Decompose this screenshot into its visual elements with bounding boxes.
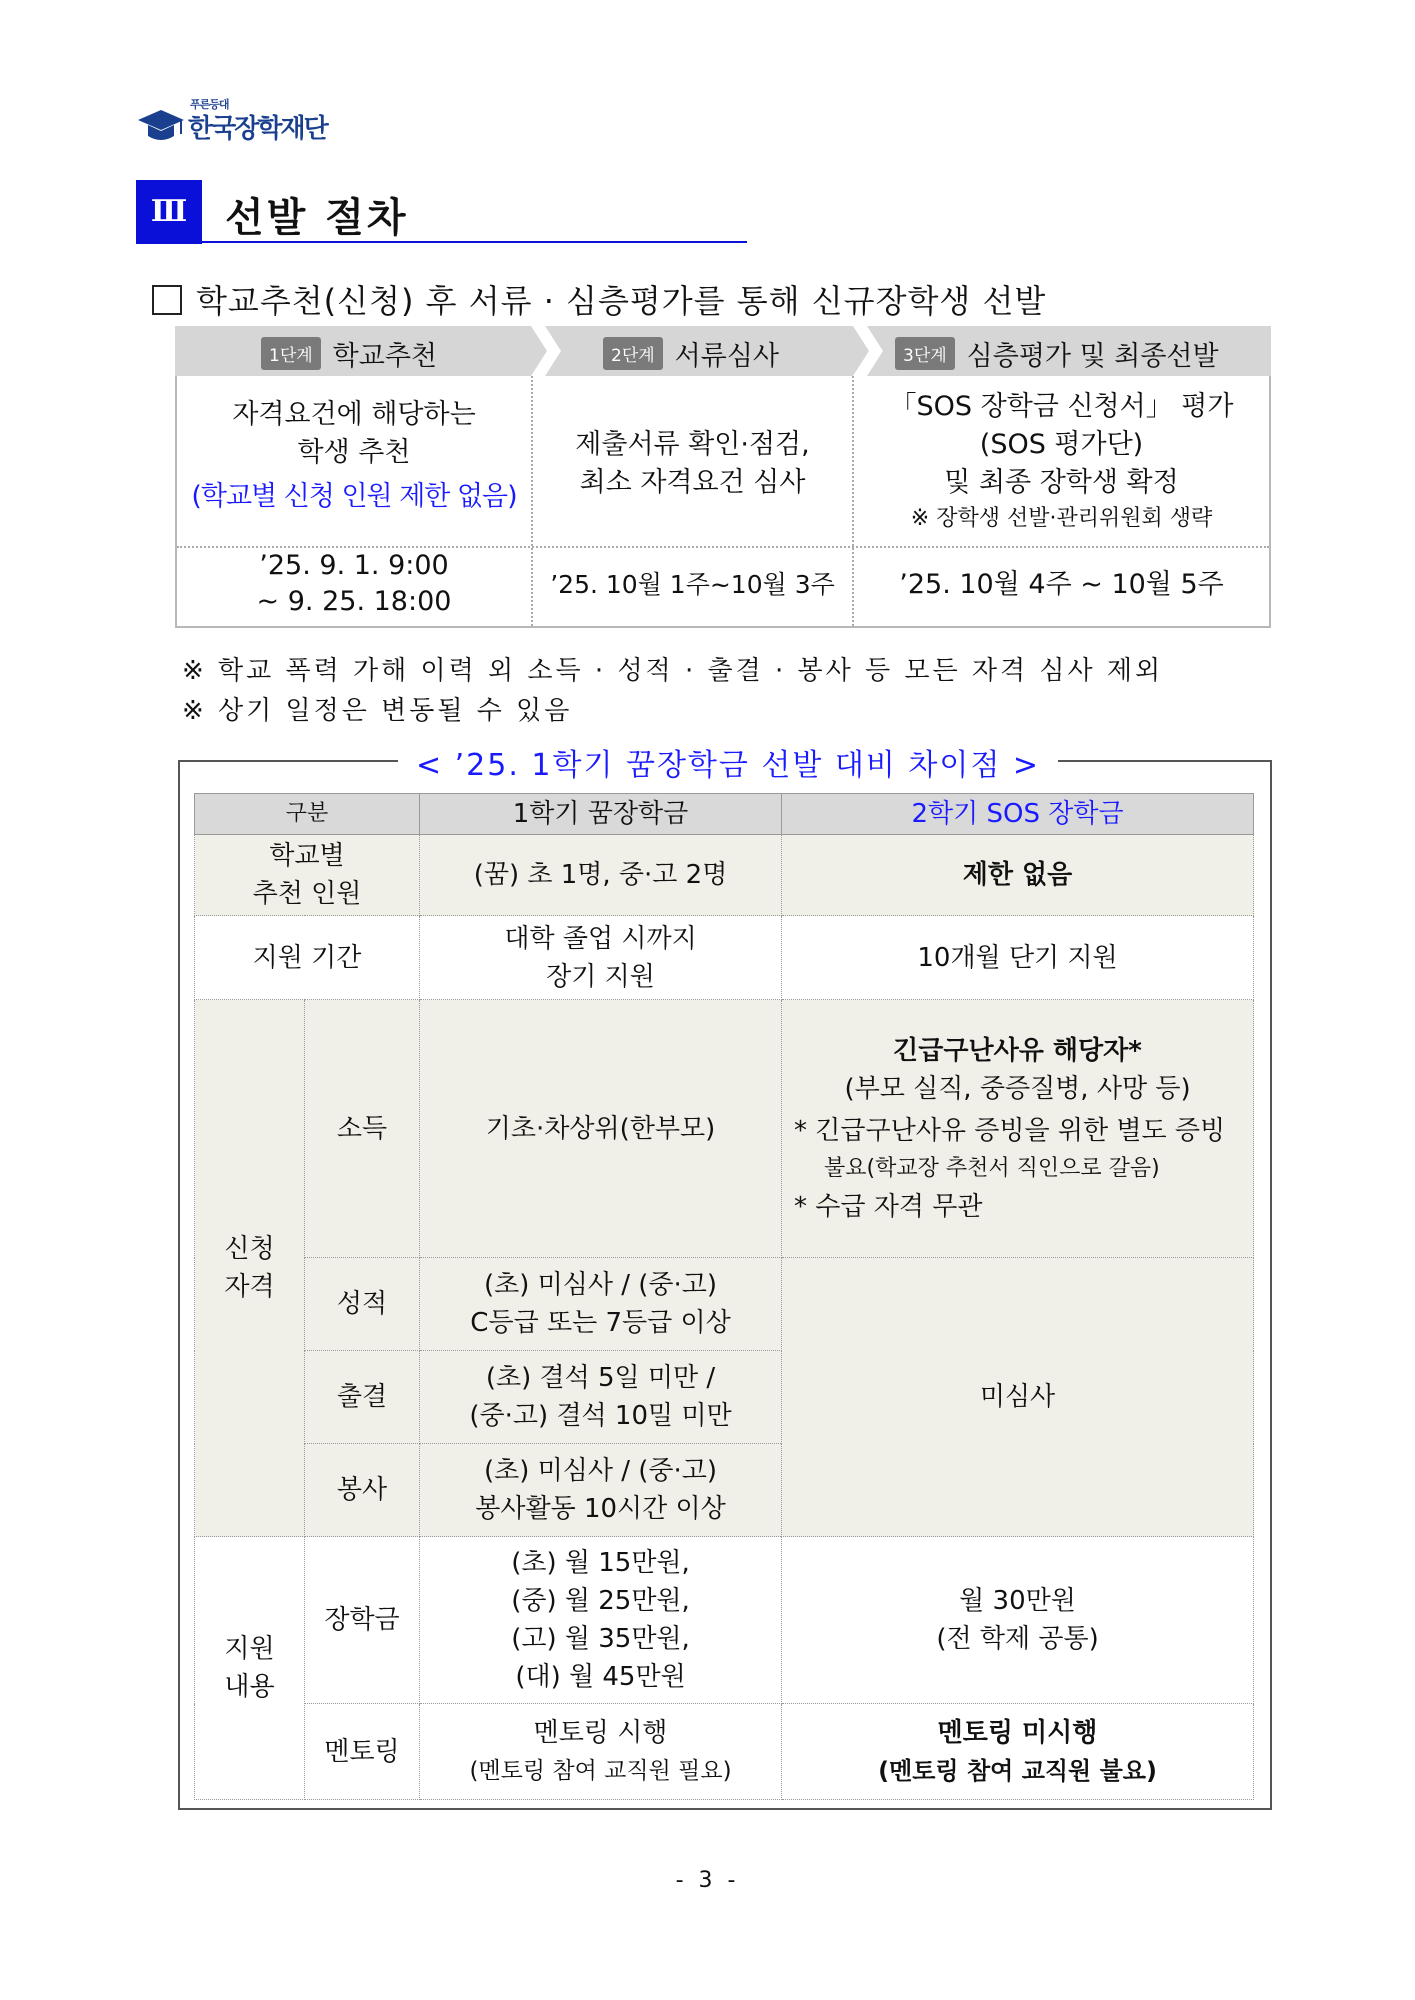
cell-recommend-col1: (꿈) 초 1명, 중·고 2명 <box>420 835 782 916</box>
step-2-period: ’25. 10월 1주~10월 3주 <box>550 570 835 599</box>
cell-line: * 수급 자격 무관 <box>794 1191 983 1222</box>
cell-line: 대학 졸업 시까지 <box>504 923 697 954</box>
cell-line: 멘토링 미시행 <box>937 1717 1098 1748</box>
step-2-desc-line: 제출서류 확인·점검, <box>575 429 810 460</box>
cell-volunteer-col1 <box>420 1444 782 1537</box>
cell-line: (멘토링 참여 교직원 불요) <box>878 1756 1157 1785</box>
cell-line: (전 학제 공통) <box>936 1624 1099 1654</box>
step-1-title: 학교추천 <box>332 341 437 372</box>
label-line: 학교별 <box>269 841 345 871</box>
step-3-desc-line: (SOS 평가단) <box>979 429 1144 460</box>
cell-recommend-col2: 제한 없음 <box>782 835 1254 916</box>
row-label-period: 지원 기간 <box>195 916 420 1000</box>
cell-line: 월 30만원 <box>959 1586 1076 1616</box>
cell-line: 장기 지원 <box>546 961 655 992</box>
cell-line: (고) 월 35만원, <box>511 1624 690 1654</box>
step-1-tag: 1단계 <box>261 337 321 370</box>
step-2-label <box>603 334 779 373</box>
step-1-description <box>177 396 531 516</box>
step-3-label <box>895 334 1219 373</box>
header-col1: 1학기 꿈장학금 <box>420 794 782 835</box>
section-underline <box>202 241 747 243</box>
label-line: 지원 <box>224 1634 275 1664</box>
cell-mentoring-col2 <box>782 1704 1254 1800</box>
table-row <box>195 1537 1254 1704</box>
step-1-period-line: ’25. 9. 1. 9:00 <box>259 550 449 581</box>
cell-grade-col1 <box>420 1258 782 1351</box>
note-schedule: ※ 상기 일정은 변동될 수 있음 <box>182 696 573 726</box>
section-title: 선발 절차 <box>225 195 409 241</box>
table-row <box>195 916 1254 1000</box>
table-row <box>195 1258 1254 1351</box>
step-2-tag: 2단계 <box>603 337 663 370</box>
step-3-title: 심층평가 및 최종선발 <box>966 341 1219 372</box>
logo-subtitle: 푸른등대 <box>190 98 229 111</box>
graduation-cap-icon <box>136 106 186 150</box>
step-3-description <box>854 388 1269 536</box>
foundation-logo <box>136 96 346 152</box>
label-line: 신청 <box>224 1234 275 1264</box>
step-3-desc-line: 및 최종 장학생 확정 <box>944 467 1179 498</box>
cell-period-col1 <box>420 916 782 1000</box>
process-header <box>175 326 1271 376</box>
cell-line: (부모 실직, 중증질병, 사망 등) <box>844 1073 1191 1104</box>
table-row <box>195 1704 1254 1800</box>
header-category: 구분 <box>195 794 420 835</box>
note-exclusion: ※ 학교 폭력 가해 이력 외 소득 · 성적 · 출결 · 봉사 등 모든 자격 심사 제외 <box>182 656 1164 686</box>
cell-line: (초) 미심사 / (중·고) <box>483 1456 718 1486</box>
cell-line: (중) 월 25만원, <box>511 1586 690 1616</box>
comparison-title: < ’25. 1학기 꿈장학금 선발 대비 차이점 > <box>415 748 1041 783</box>
step-2-desc-line: 최소 자격요건 심사 <box>579 467 806 498</box>
section-number: Ⅲ <box>136 180 202 244</box>
step-1-desc-line: 학생 추천 <box>297 437 411 468</box>
label-line: 내용 <box>224 1672 275 1702</box>
row-label-income: 소득 <box>305 1000 420 1258</box>
subheading <box>152 276 1046 322</box>
row-label-recommend <box>195 835 420 916</box>
row-label-scholarship: 장학금 <box>305 1537 420 1704</box>
row-group-qualification <box>195 1000 305 1537</box>
step-1-desc-line: 자격요건에 해당하는 <box>232 399 476 430</box>
subheading-text: 학교추천(신청) 후 서류 · 심층평가를 통해 신규장학생 선발 <box>196 282 1047 320</box>
cell-attendance-col1 <box>420 1351 782 1444</box>
table-row <box>195 835 1254 916</box>
step-3-period: ’25. 10월 4주 ~ 10월 5주 <box>899 569 1224 600</box>
row-label-mentoring: 멘토링 <box>305 1704 420 1800</box>
chevron-right-icon <box>531 326 561 376</box>
step-3-tag: 3단계 <box>895 337 955 370</box>
step-2-description <box>533 426 852 502</box>
table-row <box>195 1000 1254 1258</box>
cell-line: (초) 월 15만원, <box>511 1548 690 1578</box>
cell-line: 불요(학교장 추천서 직인으로 갈음) <box>824 1155 1160 1181</box>
cell-line: 긴급구난사유 해당자* <box>893 1035 1142 1066</box>
cell-line: 멘토링 시행 <box>533 1717 668 1748</box>
cell-line: (초) 미심사 / (중·고) <box>483 1270 718 1300</box>
label-line: 자격 <box>224 1272 275 1302</box>
page-number: - 3 - <box>675 1868 740 1893</box>
step-1-period-line: ~ 9. 25. 18:00 <box>256 586 452 617</box>
chevron-right-icon <box>853 326 883 376</box>
cell-income-col1: 기초·차상위(한부모) <box>420 1000 782 1258</box>
header-col2: 2학기 SOS 장학금 <box>782 794 1254 835</box>
table-header-row <box>195 794 1254 835</box>
row-label-attendance: 출결 <box>305 1351 420 1444</box>
step-1-period <box>177 548 531 620</box>
cell-period-col2: 10개월 단기 지원 <box>782 916 1254 1000</box>
cell-income-col2 <box>782 1000 1254 1258</box>
comparison-table <box>194 793 1254 1800</box>
cell-unreviewed: 미심사 <box>782 1258 1254 1537</box>
row-group-support <box>195 1537 305 1800</box>
row-label-volunteer: 봉사 <box>305 1444 420 1537</box>
cell-line: C등급 또는 7등급 이상 <box>470 1308 731 1338</box>
cell-line: (대) 월 45만원 <box>515 1662 686 1692</box>
logo-title: 한국장학재단 <box>188 114 327 144</box>
cell-line: (멘토링 참여 교직원 필요) <box>469 1757 732 1784</box>
step-3-note: ※ 장학생 선발·관리위원회 생략 <box>910 506 1213 531</box>
cell-line: 봉사활동 10시간 이상 <box>475 1494 726 1524</box>
step-1-label <box>261 334 437 373</box>
cell-scholarship-col2 <box>782 1537 1254 1704</box>
cell-line: (초) 결석 5일 미만 / <box>485 1363 716 1393</box>
cell-line: * 긴급구난사유 증빙을 위한 별도 증빙 <box>794 1115 1226 1146</box>
row-label-grade: 성적 <box>305 1258 420 1351</box>
step-2-title: 서류심사 <box>674 341 779 372</box>
cell-mentoring-col1 <box>420 1704 782 1800</box>
step-1-note: (학교별 신청 인원 제한 없음) <box>191 481 517 512</box>
cell-scholarship-col1 <box>420 1537 782 1704</box>
step-3-desc-line: 「SOS 장학금 신청서」 평가 <box>889 391 1234 422</box>
label-line: 추천 인원 <box>252 879 362 909</box>
cell-line: (중·고) 결석 10밀 미만 <box>469 1401 732 1431</box>
checkbox-square-icon <box>152 285 182 315</box>
